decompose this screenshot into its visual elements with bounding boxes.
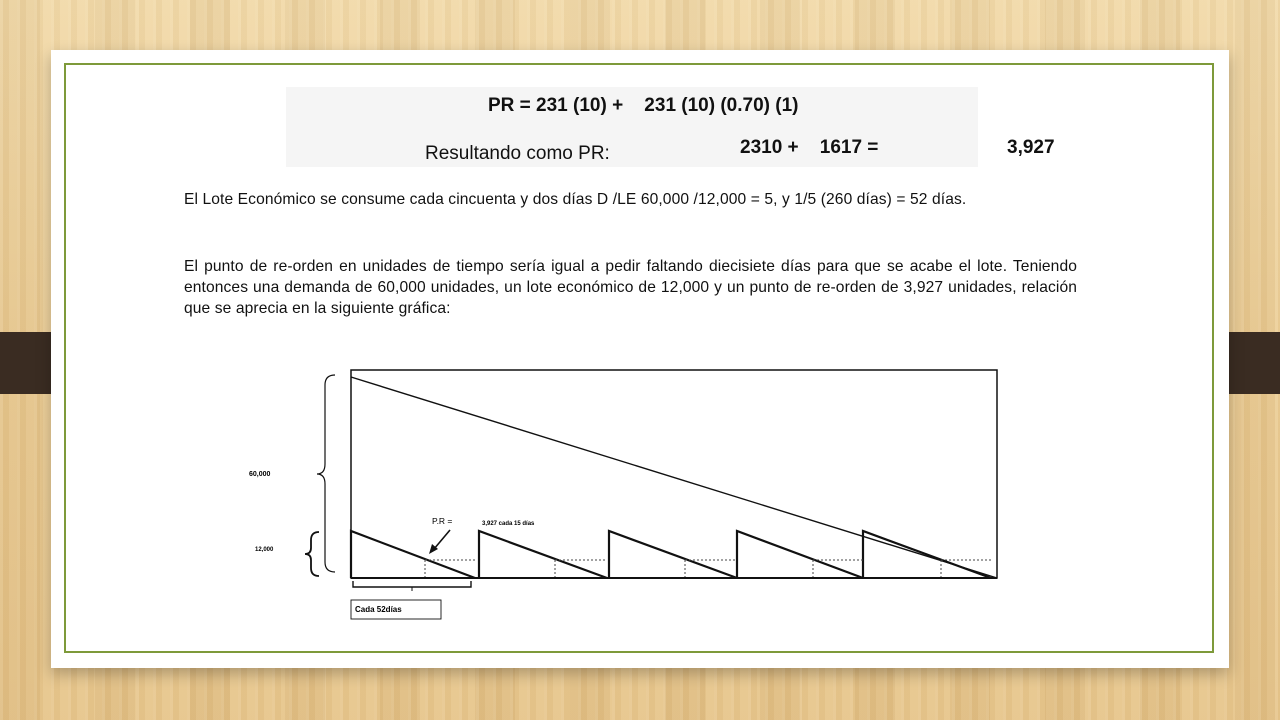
lot-cycle-3	[609, 531, 737, 578]
lot-cycle-5	[863, 531, 991, 578]
label-pr: P.R =	[432, 516, 453, 526]
label-12000: 12,000	[255, 547, 274, 553]
slide-card	[51, 50, 1229, 668]
reorder-markers	[425, 560, 991, 578]
lot-cycle-2	[479, 531, 607, 578]
brace-12000	[305, 532, 319, 576]
document-image	[169, 82, 1101, 638]
lot-cycle-1	[351, 531, 475, 578]
label-60000: 60,000	[249, 471, 271, 478]
paragraph-punto-reorden: El punto de re-orden en unidades de tiempo sería igual a pedir faltando diecisiete días para que se acabe el lote. Teniendo entonces una demanda de 60,000 unidades, un lote económico de 12,000 y un punto de re-orden de 3,927 unidades, relación que se aprecia en la siguiente gráfica:	[184, 258, 1077, 317]
graph-plot-box	[351, 370, 997, 578]
lot-cycle-4	[737, 531, 863, 578]
label-pr-value: 3,927 cada 15 días	[482, 521, 535, 527]
result-value: 3,927	[1007, 137, 1055, 158]
inventory-graph	[169, 82, 1101, 638]
result-label: Resultando como PR:	[425, 143, 610, 164]
cycle-bracket	[353, 581, 471, 587]
formula-line: PR = 231 (10) + 231 (10) (0.70) (1)	[488, 95, 799, 116]
result-sum: 2310 + 1617 =	[740, 137, 879, 158]
paragraph-lote-economico: El Lote Económico se consume cada cincuenta y dos días D /LE 60,000 /12,000 = 5, y 1/5 (260 días) = 52 días.	[184, 191, 967, 208]
brace-60000	[317, 375, 335, 572]
sawtooth-lots	[351, 531, 991, 578]
total-demand-line	[351, 377, 997, 578]
pr-arrow	[434, 530, 450, 549]
label-cycle: Cada 52días	[355, 605, 402, 614]
